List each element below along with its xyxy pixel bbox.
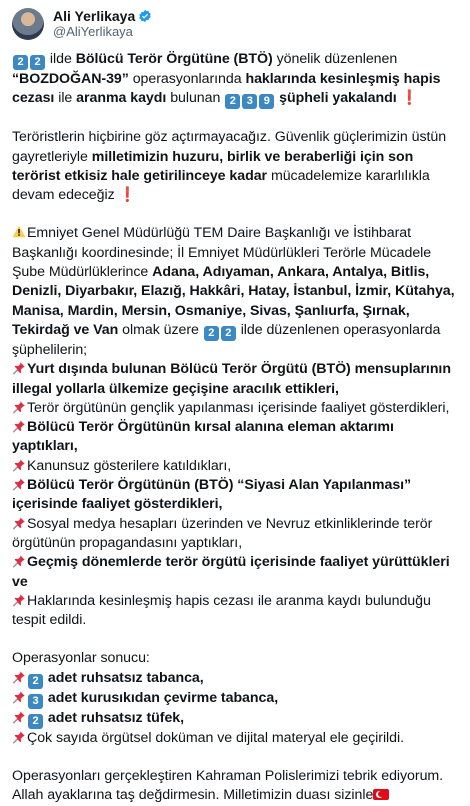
exclamation-icon: ❗ — [118, 187, 137, 204]
author-block — [53, 8, 152, 40]
author-display-name[interactable]: Ali Yerlikaya — [53, 8, 136, 24]
charge-item: Yurt dışında bulunan Bölücü Terör Örgütü (BTÖ) mensuplarının illegal yollarla ülkemize geçişine aracılık ettikleri, — [12, 361, 451, 397]
verified-badge-icon — [138, 9, 152, 23]
result-item: 2 adet ruhsatsız tüfek, — [12, 709, 458, 729]
results-list — [12, 669, 458, 748]
intro-paragraph: 2 2 ilde Bölücü Terör Örgütüne (BTÖ) yönelik düzenlenen “BOZDOĞAN-39” operasyonlarında haklarında kesinleşmiş hapis cezası ile aranma kaydı bulunan 2 3 9 şüpheli yakalandı ❗ — [12, 51, 441, 108]
result-item: Çok sayıda örgütsel doküman ve dijital materyal ele geçirildi. — [12, 729, 458, 748]
exclamation-icon: ❗ — [400, 90, 419, 107]
charge-item: Bölücü Terör Örgütünün (BTÖ) “Siyasi Alan Yapılanması” içerisinde faaliyet gösterdikleri, — [12, 477, 412, 513]
charge-item: Bölücü Terör Örgütünün kırsal alanına eleman aktarımı yaptıkları, — [12, 419, 394, 455]
results-title: Operasyonlar sonucu: — [12, 650, 150, 667]
coordination-paragraph: Emniyet Genel Müdürlüğü TEM Daire Başkanlığı ve İstihbarat Başkanlığı koordinesinde; İl Emniyet Müdürlükleri Terörle Mücadele Şube Müdürlüklerince Adana, Adıyaman, Ankara, Antalya, Bitlis, Denizli, Diyarbakır, Elazığ, Hakkâri, Hatay, İstanbul, İzmir, Kütahya, Manisa, Mardin, Mersin, Osmaniye, Sivas, Şanlıurfa, Şırnak, Tekirdağ ve Van olmak üzere 2 2 ilde düzenlenen operasyonlarda şüphelilerin; — [12, 225, 455, 358]
warning-icon — [12, 225, 26, 238]
charge-item: Kanunsuz gösterilere katıldıkları, — [12, 457, 458, 476]
keycap-icon: 2 — [27, 710, 44, 726]
keycap-icon: 3 — [27, 690, 44, 706]
keycap-icon: 2 2 — [12, 51, 46, 67]
keycap-icon: 2 2 — [203, 322, 237, 338]
pushpin-icon — [12, 419, 26, 433]
pushpin-icon — [12, 710, 26, 724]
keycap-icon: 2 — [27, 670, 44, 686]
turkey-flag-icon — [373, 789, 389, 800]
result-item: 3 adet kurusıkıdan çevirme tabanca, — [12, 689, 458, 709]
charge-item: Geçmiş dönemlerde terör örgütü içerisinde faaliyet yürüttükleri ve — [12, 554, 450, 590]
pushpin-icon — [12, 458, 26, 472]
charge-item: Sosyal medya hesapları üzerinden ve Nevruz etkinliklerinde terör örgütünün propagandasını yaptıkları, — [12, 515, 433, 551]
charge-item: Haklarında kesinleşmiş hapis cezası ile aranma kaydı bulunduğu tespit edildi. — [12, 592, 431, 629]
keycap-icon: 2 3 9 — [224, 90, 275, 106]
tweet-header — [12, 6, 458, 42]
pushpin-icon — [12, 361, 26, 375]
charges-list — [12, 360, 458, 630]
pushpin-icon — [12, 477, 26, 491]
avatar[interactable] — [12, 8, 44, 40]
author-handle[interactable]: @AliYerlikaya — [53, 24, 133, 39]
pushpin-icon — [12, 670, 26, 684]
pushpin-icon — [12, 593, 26, 607]
commitment-paragraph: Teröristlerin hiçbirine göz açtırmayacağız. Güvenlik güçlerimizin üstün gayretleriyle milletimizin huzuru, birlik ve beraberliği için son terörist etkisiz hale getirilinceye kadar mücadelemize kararlılıkla devam edeceğiz ❗ — [12, 129, 447, 204]
pushpin-icon — [12, 690, 26, 704]
pushpin-icon — [12, 554, 26, 568]
tweet-text — [12, 50, 458, 806]
pushpin-icon — [12, 516, 26, 530]
pushpin-icon — [12, 400, 26, 414]
pushpin-icon — [12, 730, 26, 744]
closing-paragraph: Operasyonları gerçekleştiren Kahraman Polislerimizi tebrik ediyorum. Allah ayaklarına taş değdirmesin. Milletimizin duası sizinle — [12, 768, 444, 804]
charge-item: Terör örgütünün gençlik yapılanması içerisinde faaliyet gösterdikleri, — [12, 399, 458, 418]
result-item: 2 adet ruhsatsız tabanca, — [12, 669, 458, 689]
